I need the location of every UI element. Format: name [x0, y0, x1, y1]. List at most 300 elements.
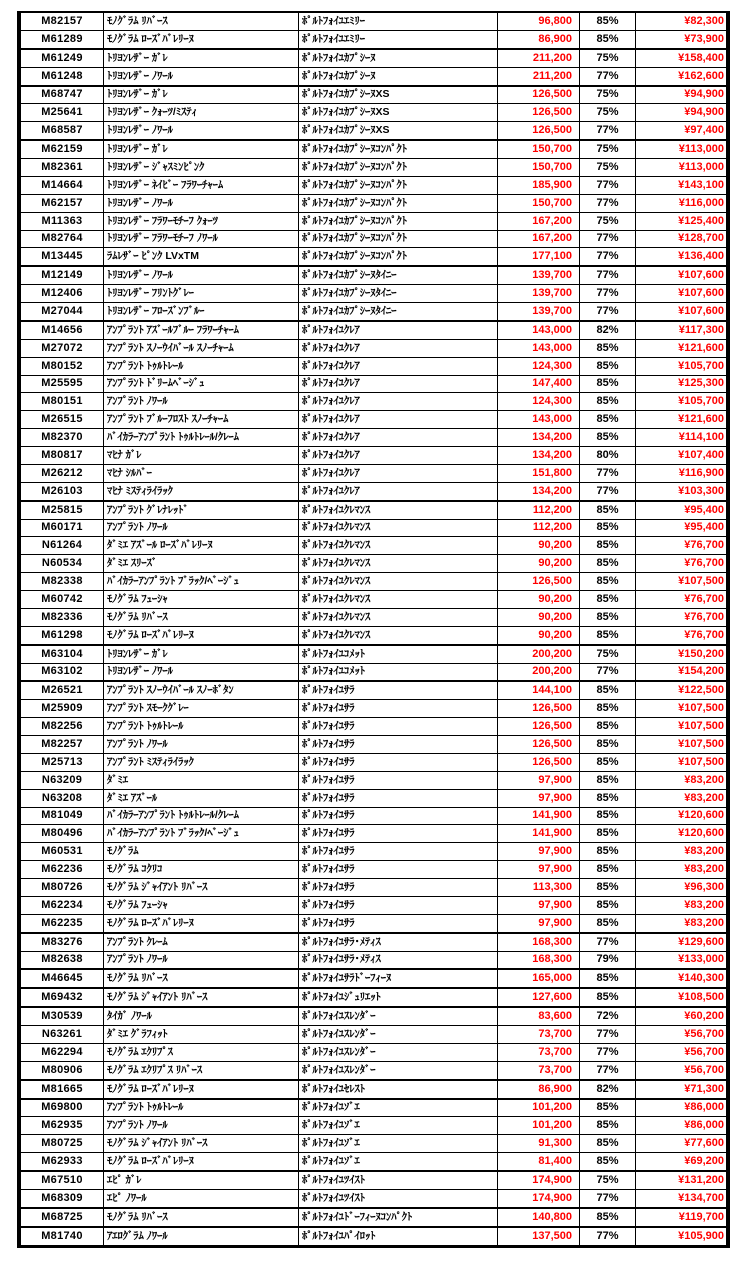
rate-percent-cell[interactable]: 75%: [580, 141, 636, 158]
model-name-cell[interactable]: ﾎﾟﾙﾄﾌｫｲﾕｶﾌﾟｼｰﾇ: [299, 50, 498, 67]
material-color-name-cell[interactable]: ﾄﾘﾖﾝﾚｻﾞｰ ﾈｲﾋﾞｰ ﾌﾗﾜｰﾁｬｰﾑ: [104, 177, 299, 194]
model-name-cell[interactable]: ﾎﾟﾙﾄﾌｫｲﾕｸﾚｱ: [299, 358, 498, 375]
sale-price-yen-cell[interactable]: ¥158,400: [678, 51, 724, 64]
rate-percent-cell[interactable]: 85%: [580, 861, 636, 878]
rate-percent-cell[interactable]: 75%: [580, 646, 636, 663]
product-code-cell[interactable]: M68725: [21, 1209, 104, 1226]
sale-price-yen-cell[interactable]: ¥108,500: [678, 991, 724, 1004]
price-cell[interactable]: 165,000: [498, 970, 580, 987]
rate-percent-cell[interactable]: 77%: [580, 1228, 636, 1245]
product-code-cell[interactable]: M27072: [21, 340, 104, 357]
product-code-cell[interactable]: N63209: [21, 772, 104, 789]
model-name-cell[interactable]: ﾎﾟﾙﾄﾌｫｲﾕｶﾌﾟｼｰﾇXS: [299, 122, 498, 139]
product-code-cell[interactable]: M61249: [21, 50, 104, 67]
sale-price-yen-cell[interactable]: ¥86,000: [684, 1119, 724, 1132]
rate-percent-cell[interactable]: 77%: [580, 465, 636, 482]
sale-price-yen-cell[interactable]: ¥56,700: [684, 1063, 724, 1076]
sale-price-yen-cell[interactable]: ¥76,700: [684, 628, 724, 641]
material-color-name-cell[interactable]: ｱﾝﾌﾟﾗﾝﾄ ﾄｩﾙﾄﾚｰﾙ: [104, 358, 299, 375]
price-cell[interactable]: 97,900: [498, 915, 580, 932]
model-name-cell[interactable]: ﾎﾟﾙﾄﾌｫｲﾕｸﾚﾏﾝｽ: [299, 555, 498, 572]
sale-price-yen-cell[interactable]: ¥76,700: [684, 557, 724, 570]
rate-percent-cell[interactable]: 75%: [580, 87, 636, 104]
rate-percent-cell[interactable]: 85%: [580, 555, 636, 572]
model-name-cell[interactable]: ﾎﾟﾙﾄﾌｫｲﾕｶﾌﾟｼｰﾇﾀｲﾆｰ: [299, 303, 498, 320]
product-code-cell[interactable]: M68747: [21, 87, 104, 104]
sale-price-yen-cell[interactable]: ¥83,200: [684, 916, 724, 929]
product-code-cell[interactable]: M83276: [21, 934, 104, 951]
model-name-cell[interactable]: ﾎﾟﾙﾄﾌｫｲﾕｸﾚﾏﾝｽ: [299, 537, 498, 554]
rate-percent-cell[interactable]: 77%: [580, 664, 636, 681]
material-color-name-cell[interactable]: ﾄﾘﾖﾝﾚｻﾞｰ ﾌﾗﾜｰﾓﾁｰﾌ ｸｫｰﾂ: [104, 213, 299, 230]
rate-percent-cell[interactable]: 85%: [580, 411, 636, 428]
sale-price-yen-cell[interactable]: ¥113,000: [678, 143, 724, 156]
price-cell[interactable]: 150,700: [498, 141, 580, 158]
price-cell[interactable]: 112,200: [498, 502, 580, 519]
model-name-cell[interactable]: ﾎﾟﾙﾄﾌｫｲﾕｶﾌﾟｼｰﾇXS: [299, 104, 498, 121]
product-code-cell[interactable]: M26103: [21, 483, 104, 500]
sale-price-yen-cell[interactable]: ¥121,600: [678, 413, 724, 426]
material-color-name-cell[interactable]: ｴﾋﾟ ﾉﾜｰﾙ: [104, 1190, 299, 1207]
rate-percent-cell[interactable]: 85%: [580, 754, 636, 771]
model-name-cell[interactable]: ﾎﾟﾙﾄﾌｫｲﾕｶﾌﾟｼｰﾇﾀｲﾆｰ: [299, 285, 498, 302]
product-code-cell[interactable]: M25815: [21, 502, 104, 519]
material-color-name-cell[interactable]: ﾗﾑﾚｻﾞｰ ﾋﾟﾝｸ LVxTM: [104, 248, 299, 265]
rate-percent-cell[interactable]: 85%: [580, 700, 636, 717]
model-name-cell[interactable]: ﾎﾟﾙﾄﾌｫｲﾕｿﾞｴ: [299, 1100, 498, 1117]
model-name-cell[interactable]: ﾎﾟﾙﾄﾌｫｲﾕｸﾚﾏﾝｽ: [299, 573, 498, 590]
sale-price-yen-cell[interactable]: ¥113,000: [678, 160, 724, 173]
price-cell[interactable]: 113,300: [498, 879, 580, 896]
material-color-name-cell[interactable]: ｱﾝﾌﾟﾗﾝﾄ ﾄｩﾙﾄﾚｰﾙ: [104, 718, 299, 735]
model-name-cell[interactable]: ﾎﾟﾙﾄﾌｫｲﾕｶﾌﾟｼｰﾇXS: [299, 87, 498, 104]
product-code-cell[interactable]: M62236: [21, 861, 104, 878]
price-cell[interactable]: 143,000: [498, 340, 580, 357]
material-color-name-cell[interactable]: ﾄﾘﾖﾝﾚｻﾞｰ ﾉﾜｰﾙ: [104, 267, 299, 284]
sale-price-yen-cell[interactable]: ¥143,100: [678, 178, 724, 191]
sale-price-yen-cell[interactable]: ¥117,300: [678, 323, 724, 336]
price-cell[interactable]: 144,100: [498, 682, 580, 699]
price-cell[interactable]: 126,500: [498, 87, 580, 104]
model-name-cell[interactable]: ﾎﾟﾙﾄﾌｫｲﾕｼﾞｭﾘｴｯﾄ: [299, 989, 498, 1006]
sale-price-yen-cell[interactable]: ¥107,400: [678, 448, 724, 461]
product-code-cell[interactable]: M26515: [21, 411, 104, 428]
price-cell[interactable]: 101,200: [498, 1117, 580, 1134]
price-cell[interactable]: 151,800: [498, 465, 580, 482]
price-cell[interactable]: 147,400: [498, 376, 580, 393]
model-name-cell[interactable]: ﾎﾟﾙﾄﾌｫｲﾕｻﾗ･ﾒﾃｨｽ: [299, 952, 498, 969]
product-code-cell[interactable]: M62935: [21, 1117, 104, 1134]
rate-percent-cell[interactable]: 85%: [580, 627, 636, 644]
material-color-name-cell[interactable]: ﾓﾉｸﾞﾗﾑ ﾘﾊﾞｰｽ: [104, 13, 299, 30]
material-color-name-cell[interactable]: ﾀﾞﾐｴ ｸﾞﾗﾌｨｯﾄ: [104, 1026, 299, 1043]
material-color-name-cell[interactable]: ﾄﾘﾖﾝﾚｻﾞｰ ﾉﾜｰﾙ: [104, 68, 299, 85]
sale-price-yen-cell[interactable]: ¥76,700: [684, 592, 724, 605]
sale-price-yen-cell[interactable]: ¥95,400: [684, 503, 724, 516]
rate-percent-cell[interactable]: 85%: [580, 970, 636, 987]
product-code-cell[interactable]: M80152: [21, 358, 104, 375]
rate-percent-cell[interactable]: 85%: [580, 340, 636, 357]
material-color-name-cell[interactable]: ﾓﾉｸﾞﾗﾑ: [104, 843, 299, 860]
model-name-cell[interactable]: ﾎﾟﾙﾄﾌｫｲﾕｴﾐﾘｰ: [299, 31, 498, 48]
rate-percent-cell[interactable]: 77%: [580, 1062, 636, 1079]
product-code-cell[interactable]: N61264: [21, 537, 104, 554]
model-name-cell[interactable]: ﾎﾟﾙﾄﾌｫｲﾕｻﾗﾄﾞｰﾌｨｰﾇ: [299, 970, 498, 987]
product-code-cell[interactable]: M81740: [21, 1228, 104, 1245]
rate-percent-cell[interactable]: 77%: [580, 122, 636, 139]
sale-price-yen-cell[interactable]: ¥107,500: [678, 702, 724, 715]
rate-percent-cell[interactable]: 85%: [580, 31, 636, 48]
sale-price-yen-cell[interactable]: ¥116,000: [678, 196, 724, 209]
price-cell[interactable]: 126,500: [498, 104, 580, 121]
model-name-cell[interactable]: ﾎﾟﾙﾄﾌｫｲﾕｸﾚﾏﾝｽ: [299, 609, 498, 626]
price-cell[interactable]: 86,900: [498, 31, 580, 48]
sale-price-yen-cell[interactable]: ¥114,100: [678, 431, 724, 444]
product-code-cell[interactable]: M62294: [21, 1044, 104, 1061]
material-color-name-cell[interactable]: ｱﾝﾌﾟﾗﾝﾄ ﾄｩﾙﾄﾚｰﾙ: [104, 1100, 299, 1117]
material-color-name-cell[interactable]: ﾊﾞｲｶﾗｰｱﾝﾌﾟﾗﾝﾄ ﾄｩﾙﾄﾚｰﾙ/ｸﾚｰﾑ: [104, 808, 299, 825]
rate-percent-cell[interactable]: 77%: [580, 285, 636, 302]
model-name-cell[interactable]: ﾎﾟﾙﾄﾌｫｲﾕｻﾗ: [299, 808, 498, 825]
sale-price-yen-cell[interactable]: ¥95,400: [684, 521, 724, 534]
model-name-cell[interactable]: ﾎﾟﾙﾄﾌｫｲﾕｺﾒｯﾄ: [299, 646, 498, 663]
sale-price-yen-cell[interactable]: ¥83,200: [684, 773, 724, 786]
product-code-cell[interactable]: M25909: [21, 700, 104, 717]
rate-percent-cell[interactable]: 85%: [580, 502, 636, 519]
rate-percent-cell[interactable]: 77%: [580, 177, 636, 194]
sale-price-yen-cell[interactable]: ¥131,200: [678, 1173, 724, 1186]
rate-percent-cell[interactable]: 85%: [580, 1117, 636, 1134]
material-color-name-cell[interactable]: ﾄﾘﾖﾝﾚｻﾞｰ ﾌﾗﾜｰﾓﾁｰﾌ ﾉﾜｰﾙ: [104, 231, 299, 248]
model-name-cell[interactable]: ﾎﾟﾙﾄﾌｫｲﾕｻﾗ: [299, 861, 498, 878]
price-cell[interactable]: 97,900: [498, 897, 580, 914]
model-name-cell[interactable]: ﾎﾟﾙﾄﾌｫｲﾕｻﾗ: [299, 718, 498, 735]
price-cell[interactable]: 126,500: [498, 122, 580, 139]
rate-percent-cell[interactable]: 85%: [580, 429, 636, 446]
product-code-cell[interactable]: M60171: [21, 520, 104, 537]
rate-percent-cell[interactable]: 85%: [580, 520, 636, 537]
model-name-cell[interactable]: ﾎﾟﾙﾄﾌｫｲﾕｶﾌﾟｼｰﾇｺﾝﾊﾟｸﾄ: [299, 248, 498, 265]
rate-percent-cell[interactable]: 85%: [580, 718, 636, 735]
price-cell[interactable]: 91,300: [498, 1135, 580, 1152]
model-name-cell[interactable]: ﾎﾟﾙﾄﾌｫｲﾕｶﾌﾟｼｰﾇ: [299, 68, 498, 85]
price-cell[interactable]: 124,300: [498, 393, 580, 410]
rate-percent-cell[interactable]: 85%: [580, 591, 636, 608]
product-code-cell[interactable]: M27044: [21, 303, 104, 320]
sale-price-yen-cell[interactable]: ¥76,700: [684, 610, 724, 623]
material-color-name-cell[interactable]: ﾓﾉｸﾞﾗﾑ ﾘﾊﾞｰｽ: [104, 1209, 299, 1226]
model-name-cell[interactable]: ﾎﾟﾙﾄﾌｫｲﾕｺﾒｯﾄ: [299, 664, 498, 681]
sale-price-yen-cell[interactable]: ¥83,200: [684, 845, 724, 858]
model-name-cell[interactable]: ﾎﾟﾙﾄﾌｫｲﾕｻﾗ: [299, 843, 498, 860]
sale-price-yen-cell[interactable]: ¥83,200: [684, 791, 724, 804]
rate-percent-cell[interactable]: 85%: [580, 772, 636, 789]
material-color-name-cell[interactable]: ﾓﾉｸﾞﾗﾑ ﾌｭｰｼｬ: [104, 591, 299, 608]
model-name-cell[interactable]: ﾎﾟﾙﾄﾌｫｲﾕｸﾚﾏﾝｽ: [299, 502, 498, 519]
material-color-name-cell[interactable]: ﾄﾘﾖﾝﾚｻﾞｰ ｶﾞﾚ: [104, 50, 299, 67]
model-name-cell[interactable]: ﾎﾟﾙﾄﾌｫｲﾕｻﾗ: [299, 772, 498, 789]
material-color-name-cell[interactable]: ｱﾝﾌﾟﾗﾝﾄ ｸﾞﾚﾅﾚｯﾄﾞ: [104, 502, 299, 519]
model-name-cell[interactable]: ﾎﾟﾙﾄﾌｫｲﾕﾊﾟｲﾛｯﾄ: [299, 1228, 498, 1245]
sale-price-yen-cell[interactable]: ¥83,200: [684, 863, 724, 876]
rate-percent-cell[interactable]: 85%: [580, 989, 636, 1006]
product-code-cell[interactable]: M82257: [21, 736, 104, 753]
material-color-name-cell[interactable]: ｱﾝﾌﾟﾗﾝﾄ ﾉﾜｰﾙ: [104, 1117, 299, 1134]
rate-percent-cell[interactable]: 85%: [580, 537, 636, 554]
product-code-cell[interactable]: M69432: [21, 989, 104, 1006]
material-color-name-cell[interactable]: ﾀﾞﾐｴ: [104, 772, 299, 789]
sale-price-yen-cell[interactable]: ¥105,900: [678, 1229, 724, 1242]
model-name-cell[interactable]: ﾎﾟﾙﾄﾌｫｲﾕｿﾞｴ: [299, 1135, 498, 1152]
material-color-name-cell[interactable]: ﾓﾉｸﾞﾗﾑ ﾌｭｰｼｬ: [104, 897, 299, 914]
material-color-name-cell[interactable]: ｱﾝﾌﾟﾗﾝﾄ ｽﾉｰｳｲﾊﾞｰﾙ ｽﾉｰﾁｬｰﾑ: [104, 340, 299, 357]
sale-price-yen-cell[interactable]: ¥97,400: [684, 124, 724, 137]
price-cell[interactable]: 168,300: [498, 934, 580, 951]
rate-percent-cell[interactable]: 85%: [580, 376, 636, 393]
product-code-cell[interactable]: M82157: [21, 13, 104, 30]
rate-percent-cell[interactable]: 77%: [580, 1026, 636, 1043]
material-color-name-cell[interactable]: ﾄﾘﾖﾝﾚｻﾞｰ ｶﾞﾚ: [104, 87, 299, 104]
sale-price-yen-cell[interactable]: ¥107,600: [678, 304, 724, 317]
product-code-cell[interactable]: M26521: [21, 682, 104, 699]
price-cell[interactable]: 90,200: [498, 609, 580, 626]
price-cell[interactable]: 167,200: [498, 231, 580, 248]
price-cell[interactable]: 174,900: [498, 1172, 580, 1189]
price-cell[interactable]: 73,700: [498, 1026, 580, 1043]
price-cell[interactable]: 90,200: [498, 537, 580, 554]
model-name-cell[interactable]: ﾎﾟﾙﾄﾌｫｲﾕｸﾚｱ: [299, 322, 498, 339]
product-code-cell[interactable]: M81049: [21, 808, 104, 825]
material-color-name-cell[interactable]: ﾄﾘﾖﾝﾚｻﾞｰ ﾉﾜｰﾙ: [104, 664, 299, 681]
rate-percent-cell[interactable]: 85%: [580, 825, 636, 842]
sale-price-yen-cell[interactable]: ¥150,200: [678, 647, 724, 660]
material-color-name-cell[interactable]: ﾏﾋﾅ ｶﾞﾚ: [104, 447, 299, 464]
sale-price-yen-cell[interactable]: ¥56,700: [684, 1045, 724, 1058]
model-name-cell[interactable]: ﾎﾟﾙﾄﾌｫｲﾕｶﾌﾟｼｰﾇﾀｲﾆｰ: [299, 267, 498, 284]
sale-price-yen-cell[interactable]: ¥56,700: [684, 1027, 724, 1040]
product-code-cell[interactable]: M68587: [21, 122, 104, 139]
product-code-cell[interactable]: M61298: [21, 627, 104, 644]
price-cell[interactable]: 141,900: [498, 825, 580, 842]
product-code-cell[interactable]: M82336: [21, 609, 104, 626]
model-name-cell[interactable]: ﾎﾟﾙﾄﾌｫｲﾕｻﾗ: [299, 754, 498, 771]
rate-percent-cell[interactable]: 77%: [580, 231, 636, 248]
product-code-cell[interactable]: M82370: [21, 429, 104, 446]
price-cell[interactable]: 127,600: [498, 989, 580, 1006]
material-color-name-cell[interactable]: ﾓﾉｸﾞﾗﾑ ｼﾞｬｲｱﾝﾄ ﾘﾊﾞｰｽ: [104, 879, 299, 896]
product-code-cell[interactable]: M62234: [21, 897, 104, 914]
price-cell[interactable]: 90,200: [498, 555, 580, 572]
rate-percent-cell[interactable]: 77%: [580, 195, 636, 212]
sale-price-yen-cell[interactable]: ¥71,300: [684, 1082, 724, 1095]
product-code-cell[interactable]: M12406: [21, 285, 104, 302]
material-color-name-cell[interactable]: ﾄﾘﾖﾝﾚｻﾞｰ ｶﾞﾚ: [104, 646, 299, 663]
price-cell[interactable]: 141,900: [498, 808, 580, 825]
material-color-name-cell[interactable]: ﾓﾉｸﾞﾗﾑ ﾘﾊﾞｰｽ: [104, 609, 299, 626]
model-name-cell[interactable]: ﾎﾟﾙﾄﾌｫｲﾕｶﾌﾟｼｰﾇｺﾝﾊﾟｸﾄ: [299, 177, 498, 194]
material-color-name-cell[interactable]: ﾀﾞﾐｴ ｱｽﾞｰﾙ ﾛｰｽﾞﾊﾞﾚﾘｰﾇ: [104, 537, 299, 554]
rate-percent-cell[interactable]: 85%: [580, 573, 636, 590]
material-color-name-cell[interactable]: ｴﾋﾟ ｶﾞﾚ: [104, 1172, 299, 1189]
material-color-name-cell[interactable]: ｱﾝﾌﾟﾗﾝﾄ ﾄﾞﾘｰﾑﾍﾞｰｼﾞｭ: [104, 376, 299, 393]
rate-percent-cell[interactable]: 85%: [580, 358, 636, 375]
material-color-name-cell[interactable]: ﾓﾉｸﾞﾗﾑ ﾛｰｽﾞﾊﾞﾚﾘｰﾇ: [104, 1081, 299, 1098]
rate-percent-cell[interactable]: 75%: [580, 50, 636, 67]
price-cell[interactable]: 73,700: [498, 1044, 580, 1061]
model-name-cell[interactable]: ﾎﾟﾙﾄﾌｫｲﾕｶﾌﾟｼｰﾇｺﾝﾊﾟｸﾄ: [299, 159, 498, 176]
price-cell[interactable]: 126,500: [498, 736, 580, 753]
sale-price-yen-cell[interactable]: ¥107,600: [678, 269, 724, 282]
material-color-name-cell[interactable]: ﾏﾋﾅ ｼﾙﾊﾞｰ: [104, 465, 299, 482]
sale-price-yen-cell[interactable]: ¥82,300: [684, 14, 724, 27]
material-color-name-cell[interactable]: ﾊﾞｲｶﾗｰｱﾝﾌﾟﾗﾝﾄ ﾌﾞﾗｯｸ/ﾍﾞｰｼﾞｭ: [104, 573, 299, 590]
material-color-name-cell[interactable]: ﾄﾘﾖﾝﾚｻﾞｰ ｼﾞｬｽﾐﾝﾋﾟﾝｸ: [104, 159, 299, 176]
material-color-name-cell[interactable]: ﾄﾘﾖﾝﾚｻﾞｰ ﾌﾛｰｽﾞﾝﾌﾞﾙｰ: [104, 303, 299, 320]
price-cell[interactable]: 86,900: [498, 1081, 580, 1098]
model-name-cell[interactable]: ﾎﾟﾙﾄﾌｫｲﾕｽﾚﾝﾀﾞｰ: [299, 1062, 498, 1079]
material-color-name-cell[interactable]: ｱﾝﾌﾟﾗﾝﾄ ﾐｽﾃｨﾗｲﾗｯｸ: [104, 754, 299, 771]
price-cell[interactable]: 150,700: [498, 159, 580, 176]
model-name-cell[interactable]: ﾎﾟﾙﾄﾌｫｲﾕｽﾚﾝﾀﾞｰ: [299, 1008, 498, 1025]
model-name-cell[interactable]: ﾎﾟﾙﾄﾌｫｲﾕｸﾚｱ: [299, 483, 498, 500]
price-cell[interactable]: 124,300: [498, 358, 580, 375]
price-cell[interactable]: 177,100: [498, 248, 580, 265]
price-cell[interactable]: 97,900: [498, 790, 580, 807]
rate-percent-cell[interactable]: 77%: [580, 248, 636, 265]
model-name-cell[interactable]: ﾎﾟﾙﾄﾌｫｲﾕﾂｲｽﾄ: [299, 1172, 498, 1189]
product-code-cell[interactable]: M67510: [21, 1172, 104, 1189]
sale-price-yen-cell[interactable]: ¥73,900: [684, 32, 724, 45]
sale-price-yen-cell[interactable]: ¥133,000: [678, 953, 724, 966]
price-cell[interactable]: 81,400: [498, 1153, 580, 1170]
model-name-cell[interactable]: ﾎﾟﾙﾄﾌｫｲﾕｸﾚﾏﾝｽ: [299, 591, 498, 608]
rate-percent-cell[interactable]: 77%: [580, 68, 636, 85]
rate-percent-cell[interactable]: 77%: [580, 267, 636, 284]
rate-percent-cell[interactable]: 77%: [580, 1190, 636, 1207]
price-cell[interactable]: 167,200: [498, 213, 580, 230]
product-code-cell[interactable]: M13445: [21, 248, 104, 265]
rate-percent-cell[interactable]: 85%: [580, 1100, 636, 1117]
rate-percent-cell[interactable]: 85%: [580, 736, 636, 753]
rate-percent-cell[interactable]: 75%: [580, 104, 636, 121]
price-cell[interactable]: 200,200: [498, 664, 580, 681]
sale-price-yen-cell[interactable]: ¥122,500: [678, 684, 724, 697]
material-color-name-cell[interactable]: ｱﾝﾌﾟﾗﾝﾄ ﾌﾞﾙｰﾌﾛｽﾄ ｽﾉｰﾁｬｰﾑ: [104, 411, 299, 428]
product-code-cell[interactable]: N60534: [21, 555, 104, 572]
rate-percent-cell[interactable]: 75%: [580, 159, 636, 176]
material-color-name-cell[interactable]: ｱﾝﾌﾟﾗﾝﾄ ｸﾚｰﾑ: [104, 934, 299, 951]
sale-price-yen-cell[interactable]: ¥107,500: [678, 575, 724, 588]
material-color-name-cell[interactable]: ｱﾝﾌﾟﾗﾝﾄ ｱｽﾞｰﾙﾌﾞﾙｰ ﾌﾗﾜｰﾁｬｰﾑ: [104, 322, 299, 339]
sale-price-yen-cell[interactable]: ¥94,900: [684, 88, 724, 101]
model-name-cell[interactable]: ﾎﾟﾙﾄﾌｫｲﾕｻﾗ: [299, 736, 498, 753]
model-name-cell[interactable]: ﾎﾟﾙﾄﾌｫｲﾕｸﾚｱ: [299, 429, 498, 446]
price-cell[interactable]: 97,900: [498, 843, 580, 860]
rate-percent-cell[interactable]: 80%: [580, 447, 636, 464]
product-code-cell[interactable]: M80151: [21, 393, 104, 410]
material-color-name-cell[interactable]: ｱﾝﾌﾟﾗﾝﾄ ﾉﾜｰﾙ: [104, 393, 299, 410]
model-name-cell[interactable]: ﾎﾟﾙﾄﾌｫｲﾕｻﾗ: [299, 700, 498, 717]
product-code-cell[interactable]: M82361: [21, 159, 104, 176]
model-name-cell[interactable]: ﾎﾟﾙﾄﾌｫｲﾕｸﾚｱ: [299, 376, 498, 393]
product-code-cell[interactable]: M63104: [21, 646, 104, 663]
price-cell[interactable]: 73,700: [498, 1062, 580, 1079]
rate-percent-cell[interactable]: 85%: [580, 1153, 636, 1170]
sale-price-yen-cell[interactable]: ¥107,500: [678, 755, 724, 768]
material-color-name-cell[interactable]: ｱﾝﾌﾟﾗﾝﾄ ﾉﾜｰﾙ: [104, 736, 299, 753]
material-color-name-cell[interactable]: ﾓﾉｸﾞﾗﾑ ｴｸﾘﾌﾟｽ: [104, 1044, 299, 1061]
product-code-cell[interactable]: M82256: [21, 718, 104, 735]
product-code-cell[interactable]: M82338: [21, 573, 104, 590]
price-cell[interactable]: 139,700: [498, 267, 580, 284]
rate-percent-cell[interactable]: 85%: [580, 393, 636, 410]
price-cell[interactable]: 200,200: [498, 646, 580, 663]
product-code-cell[interactable]: M62157: [21, 195, 104, 212]
rate-percent-cell[interactable]: 85%: [580, 1209, 636, 1226]
sale-price-yen-cell[interactable]: ¥129,600: [678, 935, 724, 948]
model-name-cell[interactable]: ﾎﾟﾙﾄﾌｫｲﾕｴﾐﾘｰ: [299, 13, 498, 30]
model-name-cell[interactable]: ﾎﾟﾙﾄﾌｫｲﾕｸﾚｱ: [299, 393, 498, 410]
material-color-name-cell[interactable]: ﾊﾞｲｶﾗｰｱﾝﾌﾟﾗﾝﾄ ﾄｩﾙﾄﾚｰﾙ/ｸﾚｰﾑ: [104, 429, 299, 446]
model-name-cell[interactable]: ﾎﾟﾙﾄﾌｫｲﾕｻﾗ: [299, 915, 498, 932]
model-name-cell[interactable]: ﾎﾟﾙﾄﾌｫｲﾕｸﾚﾏﾝｽ: [299, 520, 498, 537]
model-name-cell[interactable]: ﾎﾟﾙﾄﾌｫｲﾕｶﾌﾟｼｰﾇｺﾝﾊﾟｸﾄ: [299, 141, 498, 158]
material-color-name-cell[interactable]: ｱﾝﾌﾟﾗﾝﾄ ｽﾉｰｳｲﾊﾞｰﾙ ｽﾉｰﾎﾞﾀﾝ: [104, 682, 299, 699]
material-color-name-cell[interactable]: ﾄﾘﾖﾝﾚｻﾞｰ ﾉﾜｰﾙ: [104, 195, 299, 212]
sale-price-yen-cell[interactable]: ¥83,200: [684, 898, 724, 911]
material-color-name-cell[interactable]: ﾓﾉｸﾞﾗﾑ ｺｸﾘｺ: [104, 861, 299, 878]
rate-percent-cell[interactable]: 85%: [580, 879, 636, 896]
model-name-cell[interactable]: ﾎﾟﾙﾄﾌｫｲﾕｸﾚｱ: [299, 465, 498, 482]
model-name-cell[interactable]: ﾎﾟﾙﾄﾌｫｲﾕﾄﾞｰﾌｨｰﾇｺﾝﾊﾟｸﾄ: [299, 1209, 498, 1226]
price-cell[interactable]: 168,300: [498, 952, 580, 969]
material-color-name-cell[interactable]: ﾀﾞﾐｴ ｽﾘｰｽﾞ: [104, 555, 299, 572]
rate-percent-cell[interactable]: 85%: [580, 808, 636, 825]
material-color-name-cell[interactable]: ﾓﾉｸﾞﾗﾑ ｼﾞｬｲｱﾝﾄ ﾘﾊﾞｰｽ: [104, 989, 299, 1006]
model-name-cell[interactable]: ﾎﾟﾙﾄﾌｫｲﾕｻﾗ: [299, 682, 498, 699]
model-name-cell[interactable]: ﾎﾟﾙﾄﾌｫｲﾕｶﾌﾟｼｰﾇｺﾝﾊﾟｸﾄ: [299, 213, 498, 230]
model-name-cell[interactable]: ﾎﾟﾙﾄﾌｫｲﾕｶﾌﾟｼｰﾇｺﾝﾊﾟｸﾄ: [299, 231, 498, 248]
sale-price-yen-cell[interactable]: ¥125,300: [678, 377, 724, 390]
sale-price-yen-cell[interactable]: ¥154,200: [678, 665, 724, 678]
rate-percent-cell[interactable]: 85%: [580, 1135, 636, 1152]
material-color-name-cell[interactable]: ｱﾝﾌﾟﾗﾝﾄ ﾉﾜｰﾙ: [104, 952, 299, 969]
model-name-cell[interactable]: ﾎﾟﾙﾄﾌｫｲﾕｽﾚﾝﾀﾞｰ: [299, 1026, 498, 1043]
price-cell[interactable]: 143,000: [498, 322, 580, 339]
product-code-cell[interactable]: M14656: [21, 322, 104, 339]
material-color-name-cell[interactable]: ﾄﾘﾖﾝﾚｻﾞｰ ｶﾞﾚ: [104, 141, 299, 158]
material-color-name-cell[interactable]: ﾄﾘﾖﾝﾚｻﾞｰ ﾌﾘﾝﾄｸﾞﾚｰ: [104, 285, 299, 302]
model-name-cell[interactable]: ﾎﾟﾙﾄﾌｫｲﾕｻﾗ: [299, 897, 498, 914]
model-name-cell[interactable]: ﾎﾟﾙﾄﾌｫｲﾕﾂｲｽﾄ: [299, 1190, 498, 1207]
sale-price-yen-cell[interactable]: ¥162,600: [678, 69, 724, 82]
price-cell[interactable]: 126,500: [498, 573, 580, 590]
rate-percent-cell[interactable]: 79%: [580, 952, 636, 969]
product-code-cell[interactable]: M61248: [21, 68, 104, 85]
material-color-name-cell[interactable]: ﾓﾉｸﾞﾗﾑ ｼﾞｬｲｱﾝﾄ ﾘﾊﾞｰｽ: [104, 1135, 299, 1152]
price-cell[interactable]: 134,200: [498, 483, 580, 500]
price-cell[interactable]: 137,500: [498, 1228, 580, 1245]
price-cell[interactable]: 97,900: [498, 772, 580, 789]
product-code-cell[interactable]: M68309: [21, 1190, 104, 1207]
sale-price-yen-cell[interactable]: ¥121,600: [678, 341, 724, 354]
material-color-name-cell[interactable]: ﾓﾉｸﾞﾗﾑ ｴｸﾘﾌﾟｽ ﾘﾊﾞｰｽ: [104, 1062, 299, 1079]
model-name-cell[interactable]: ﾎﾟﾙﾄﾌｫｲﾕｸﾚｱ: [299, 447, 498, 464]
material-color-name-cell[interactable]: ﾓﾉｸﾞﾗﾑ ﾛｰｽﾞﾊﾞﾚﾘｰﾇ: [104, 31, 299, 48]
sale-price-yen-cell[interactable]: ¥119,700: [678, 1210, 724, 1223]
material-color-name-cell[interactable]: ｱﾝﾌﾟﾗﾝﾄ ﾉﾜｰﾙ: [104, 520, 299, 537]
material-color-name-cell[interactable]: ﾓﾉｸﾞﾗﾑ ﾛｰｽﾞﾊﾞﾚﾘｰﾇ: [104, 915, 299, 932]
